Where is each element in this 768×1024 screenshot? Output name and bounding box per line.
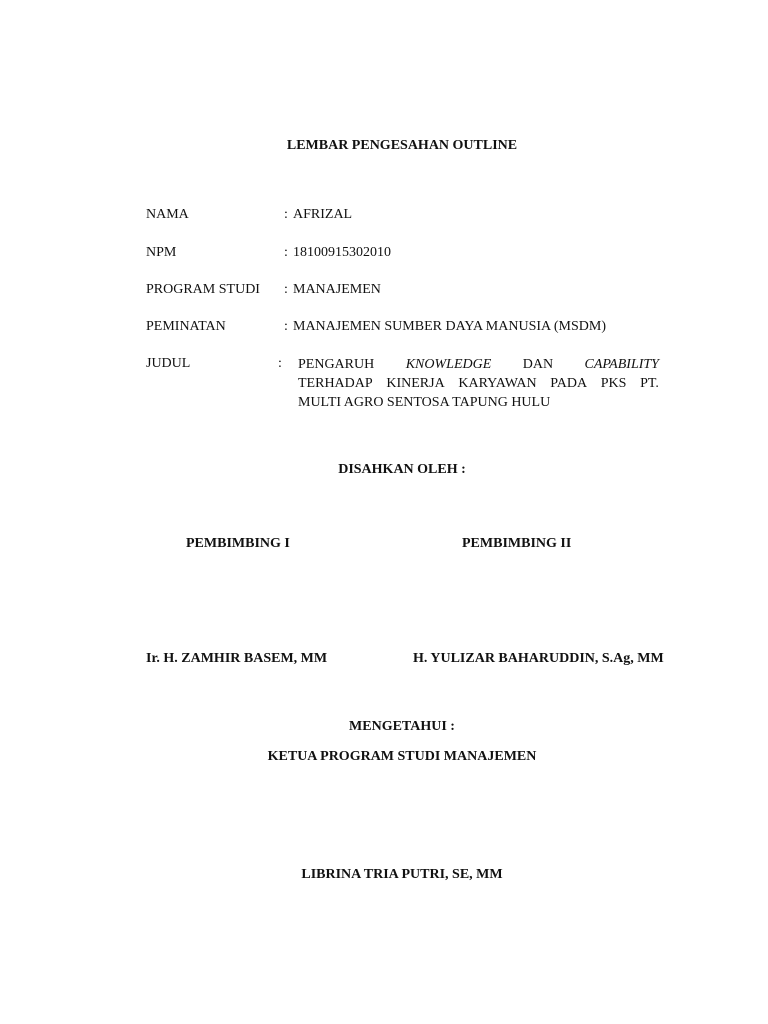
field-value-program-studi: MANAJEMEN: [293, 282, 381, 297]
judul-word: PENGARUH: [298, 357, 375, 372]
field-sep-nama: :: [284, 207, 288, 222]
judul-word: KINERJA: [386, 376, 445, 391]
field-sep-npm: :: [284, 245, 288, 260]
field-value-nama: AFRIZAL: [293, 207, 353, 222]
advisor-1-name: Ir. H. ZAMHIR BASEM, MM: [146, 651, 328, 666]
field-value-judul: [298, 355, 659, 412]
field-value-peminatan: MANAJEMEN SUMBER DAYA MANUSIA (MSDM): [293, 319, 606, 334]
field-sep-peminatan: :: [284, 319, 288, 334]
judul-word: PT.: [640, 376, 659, 391]
document-title: LEMBAR PENGESAHAN OUTLINE: [286, 138, 518, 153]
judul-word: KARYAWAN: [458, 376, 537, 391]
acknowledged-heading: MENGETAHUI :: [349, 719, 455, 734]
field-label-nama: NAMA: [146, 207, 189, 222]
advisor-1-label: PEMBIMBING I: [186, 536, 290, 551]
judul-word: PADA: [550, 376, 588, 391]
field-label-peminatan: PEMINATAN: [146, 319, 226, 334]
approved-by-heading: DISAHKAN OLEH :: [338, 462, 466, 477]
head-name: LIBRINA TRIA PUTRI, SE, MM: [301, 867, 503, 882]
judul-line-1: [298, 355, 659, 374]
judul-line-3: MULTI AGRO SENTOSA TAPUNG HULU: [298, 395, 551, 410]
judul-word-italic: CAPABILITY: [584, 357, 659, 372]
field-sep-judul: :: [278, 356, 282, 371]
field-label-judul: JUDUL: [146, 356, 191, 371]
advisor-2-name: H. YULIZAR BAHARUDDIN, S.Ag, MM: [413, 651, 664, 666]
judul-word: DAN: [522, 357, 554, 372]
field-label-program-studi: PROGRAM STUDI: [146, 282, 260, 297]
field-sep-program-studi: :: [284, 282, 288, 297]
field-label-npm: NPM: [146, 245, 177, 260]
judul-line-2: [298, 374, 659, 393]
field-value-npm: 18100915302010: [293, 245, 391, 260]
judul-word-italic: KNOWLEDGE: [405, 357, 492, 372]
head-title: KETUA PROGRAM STUDI MANAJEMEN: [267, 749, 537, 764]
judul-word: PKS: [600, 376, 627, 391]
judul-word: TERHADAP: [298, 376, 373, 391]
advisor-2-label: PEMBIMBING II: [462, 536, 572, 551]
